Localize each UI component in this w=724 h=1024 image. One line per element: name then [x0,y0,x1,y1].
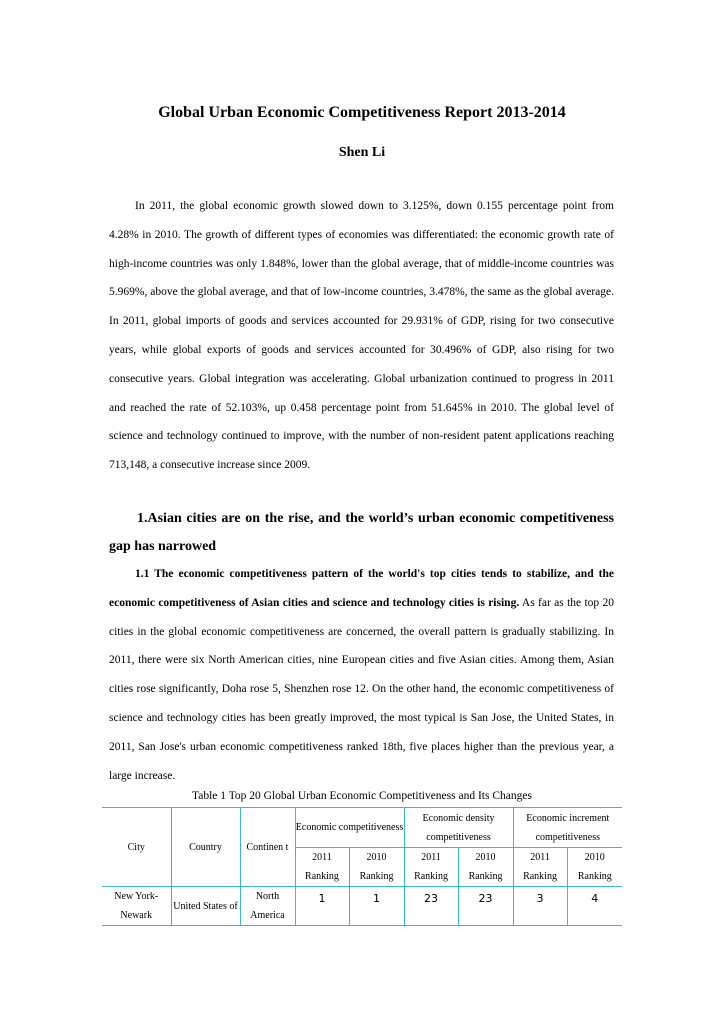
header-2010-ranking: 2010 Ranking [349,848,404,887]
cell-increment-2011: 3 [513,887,567,926]
section-heading: 1.Asian cities are on the rise, and the world’s urban economic competitiveness gap has narrowed [109,511,614,554]
section-paragraph [109,560,614,790]
cell-city: New York-Newark [102,887,171,926]
cell-econ-2010: 1 [349,887,404,926]
cell-increment-2010: 4 [567,887,622,926]
table-caption: Table 1 Top 20 Global Urban Economic Competitiveness and Its Changes [192,790,532,802]
header-city: City [102,808,171,887]
header-density-competitiveness: Economic density competitiveness [404,808,513,848]
cell-density-2010: 23 [458,887,513,926]
intro-paragraph: In 2011, the global economic growth slowed down to 3.125%, down 0.155 percentage point from 4.28% in 2010. The growth of different types of economies was differentiated: the economic growth rate of high-income countries was only 1.848%, lower than the global average, that of middle-income countries was 5.969%, above the global average, and that of low-income countries, 3.478%, the same as the global average. In 2011, global imports of goods and services accounted for 29.931% of GDP, rising for two consecutive years, while global exports of goods and services accounted for 30.496% of GDP, also rising for two consecutive years. Global integration was accelerating. Global urbanization continued to progress in 2011 and reached the rate of 52.103%, up 0.458 percentage point from 51.645% in 2010. The global level of science and technology continued to improve, with the number of non-resident patent applications reaching 713,148, a consecutive increase since 2009. [109,200,614,472]
rankings-table [102,807,622,926]
header-economic-competitiveness: Economic competitiveness [295,808,404,848]
cell-country: United States of [171,887,240,926]
header-continent: Continen t [240,808,295,887]
subsection-heading: 1.1 The economic competitiveness pattern of the world's top cities tends to stabilize, and the economic competitiveness of Asian cities and science and technology cities is rising. [109,568,614,609]
cell-econ-2011: 1 [295,887,349,926]
header-country: Country [171,808,240,887]
section-body-text: As far as the top 20 cities in the global economic competitiveness are concerned, the overall pattern is gradually stabilizing. In 2011, there were six North American cities, nine European cities and five Asian cities. Among them, Asian cities rose significantly, Doha rose 5, Shenzhen rose 12. On the other hand, the economic competitiveness of science and technology cities has been greatly improved, the most typical is San Jose, the United States, in 2011, San Jose's urban economic competitiveness ranked 18th, five places higher than the previous year, a large increase. [109,596,615,782]
header-2011-ranking: 2011 Ranking [513,848,567,887]
author-name: Shen Li [338,145,386,160]
cell-density-2011: 23 [404,887,458,926]
cell-continent: North America [240,887,295,926]
header-increment-competitiveness: Economic increment competitiveness [513,808,622,848]
document-title: Global Urban Economic Competitiveness Report 2013-2014 [158,104,566,121]
header-2010-ranking: 2010 Ranking [458,848,513,887]
header-2011-ranking: 2011 Ranking [295,848,349,887]
header-2011-ranking: 2011 Ranking [404,848,458,887]
table-row [102,887,622,926]
header-2010-ranking: 2010 Ranking [567,848,622,887]
